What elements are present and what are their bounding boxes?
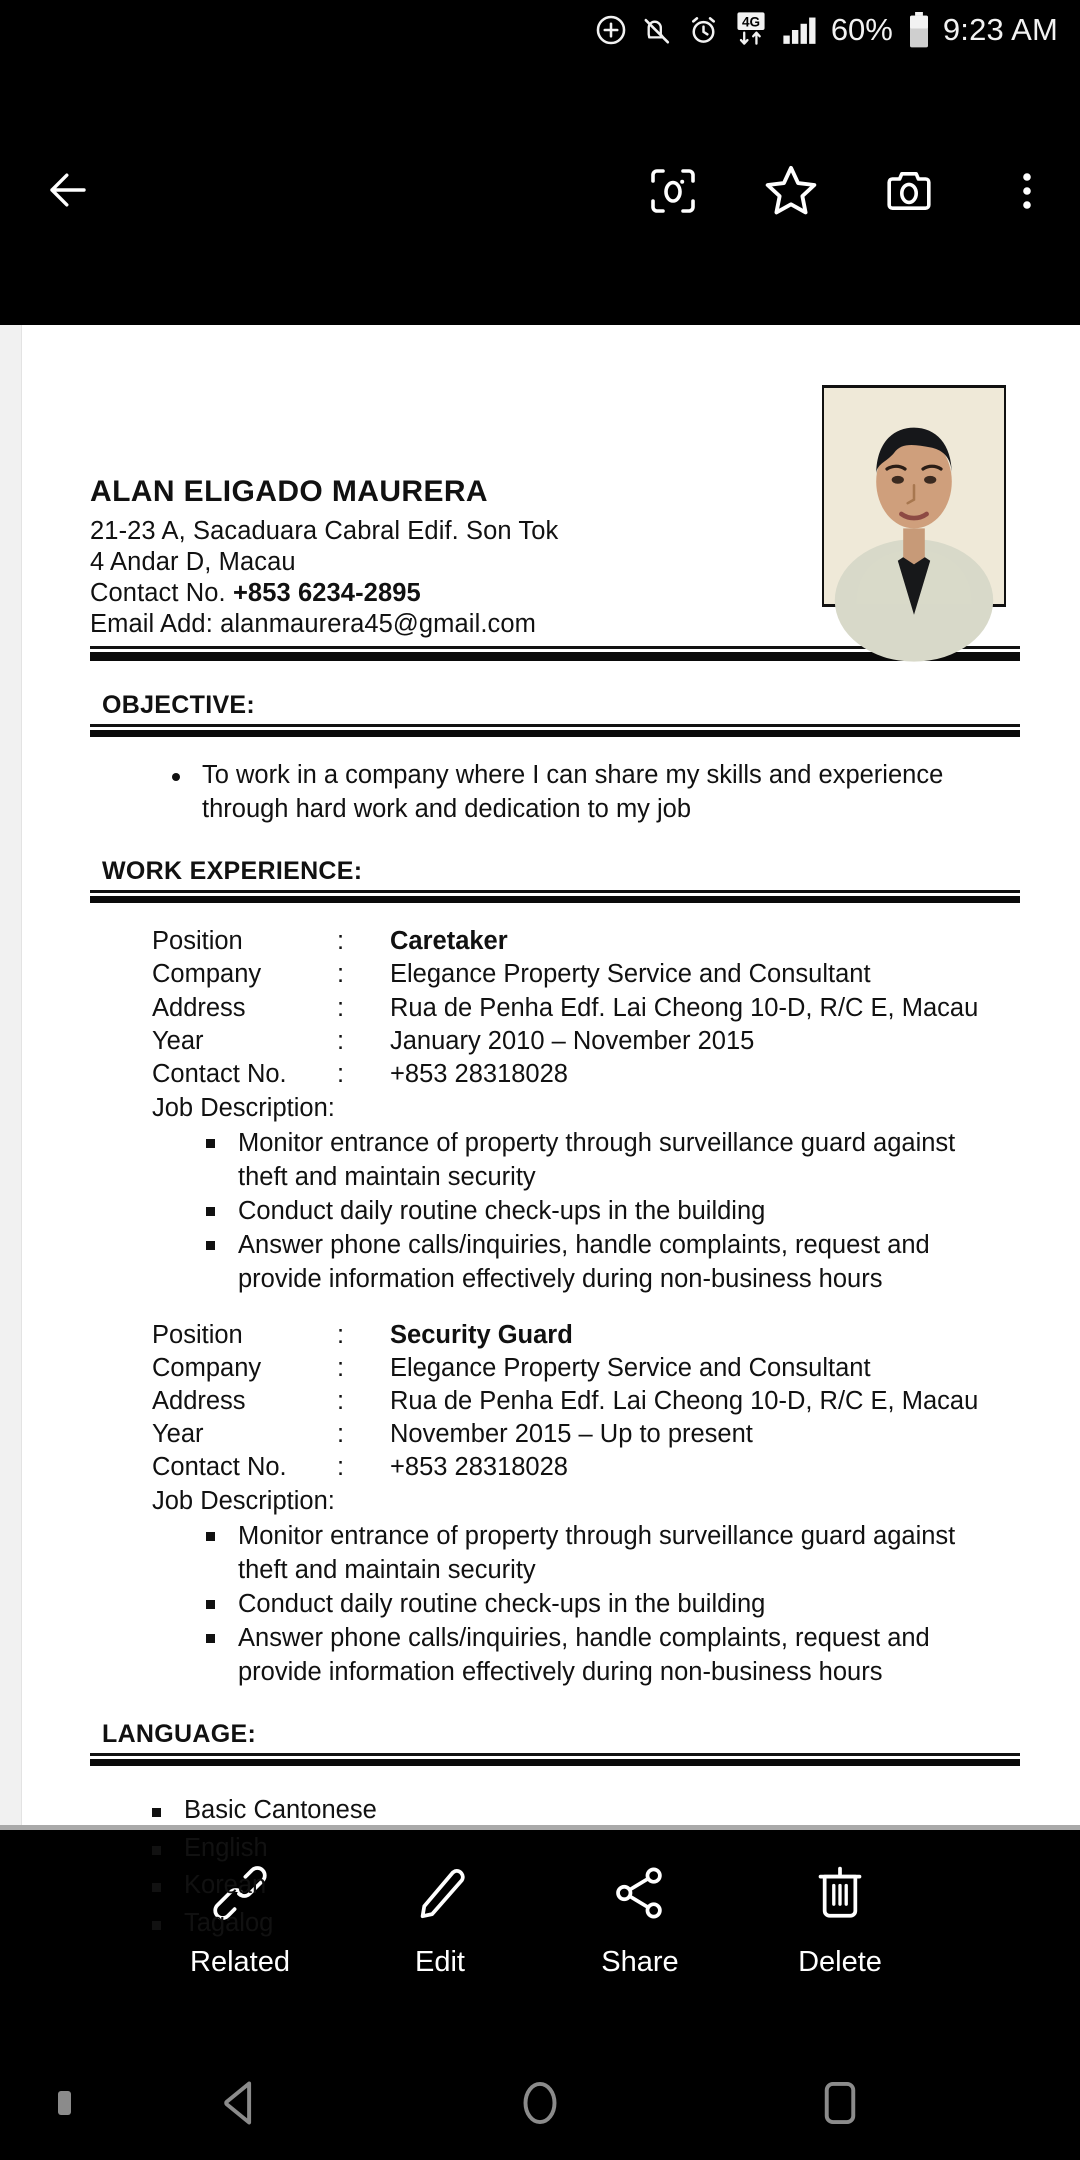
field-colon: : (337, 1026, 345, 1055)
address-line-2: 4 Andar D, Macau (90, 548, 296, 577)
action-label: Delete (798, 1946, 882, 1978)
section-work-experience (90, 857, 1020, 903)
field-colon: : (337, 1059, 345, 1088)
objective-list (160, 759, 1020, 827)
field-value: January 2010 – November 2015 (390, 1026, 755, 1055)
svg-text:4G: 4G (741, 14, 760, 30)
nav-back-icon[interactable] (185, 2063, 295, 2143)
field-value: Elegance Property Service and Consultant (390, 960, 871, 989)
job-duty-list (196, 1127, 1020, 1297)
section-title-language: LANGUAGE: (102, 1720, 257, 1748)
star-favorite-icon[interactable] (752, 152, 830, 230)
job-field-position (152, 1319, 1020, 1352)
field-colon: : (337, 1420, 345, 1449)
document-viewer[interactable] (0, 325, 1080, 1938)
list-item: Basic Cantonese (142, 1792, 1020, 1830)
job-field-address (152, 1385, 1020, 1418)
section-title-objective: OBJECTIVE: (102, 691, 256, 720)
field-value: +853 28318028 (390, 1059, 568, 1088)
avatar (822, 385, 1006, 607)
field-colon: : (337, 1320, 345, 1349)
toolbar-actions (634, 152, 1066, 230)
field-colon: : (337, 1453, 345, 1482)
field-value: November 2015 – Up to present (390, 1420, 753, 1449)
field-value: Security Guard (390, 1320, 573, 1349)
list-item: Tagalog (142, 1905, 1020, 1943)
alarm-clock-icon (687, 14, 720, 47)
more-options-icon[interactable] (988, 152, 1066, 230)
section-rule-thin (90, 724, 1020, 727)
job-field-position (152, 925, 1020, 958)
section-rule-thick (90, 896, 1020, 903)
field-value: Rua de Penha Edf. Lai Cheong 10-D, R/C E, Macau (390, 1386, 979, 1415)
field-label: Year (152, 1026, 204, 1055)
field-colon: : (337, 927, 345, 956)
job-field-year (152, 1418, 1020, 1451)
list-item: To work in a company where I can share my skills and experience through hard work and dedication to my job (160, 759, 960, 827)
section-language (90, 1720, 1020, 1766)
address-line-1: 21-23 A, Sacaduara Cabral Edif. Son Tok (90, 517, 559, 545)
job-field-address (152, 992, 1020, 1025)
4g-data-icon (733, 11, 769, 49)
field-label: Position (152, 1320, 243, 1349)
language-list (142, 1792, 1020, 1943)
page-margin-strip (0, 325, 22, 1830)
job-field-company (152, 958, 1020, 991)
clock-label: 9:23 AM (942, 12, 1058, 47)
job-duty-list (196, 1520, 1020, 1690)
nav-buttons (0, 2063, 1080, 2143)
signal-bars-icon (782, 14, 818, 46)
field-colon: : (337, 1386, 345, 1415)
list-item: Answer phone calls/inquiries, handle complaints, request and provide information effectively during non-business hours (196, 1622, 986, 1690)
list-item: Korean (142, 1867, 1020, 1905)
section-title-work-experience: WORK EXPERIENCE: (102, 857, 363, 886)
list-item: Conduct daily routine check-ups in the building (196, 1588, 986, 1622)
field-value: Elegance Property Service and Consultant (390, 1353, 871, 1382)
field-colon: : (337, 993, 345, 1022)
field-label: Contact No. (152, 1453, 287, 1482)
list-item: Monitor entrance of property through surveillance guard against theft and maintain security (196, 1520, 986, 1588)
job-field-year (152, 1025, 1020, 1058)
app-toolbar (0, 60, 1080, 325)
list-item: English (142, 1830, 1020, 1868)
job-description-label: Job Description: (152, 1487, 335, 1516)
list-item: Answer phone calls/inquiries, handle complaints, request and provide information effectively during non-business hours (196, 1229, 986, 1297)
field-label: Year (152, 1420, 204, 1449)
add-circle-icon (594, 13, 628, 47)
field-label: Address (152, 993, 246, 1022)
keyboard-indicator-icon (58, 2091, 71, 2115)
battery-icon (908, 12, 930, 48)
lens-scan-icon[interactable] (634, 152, 712, 230)
field-label: Contact No. (152, 1059, 287, 1088)
field-label: Company (152, 960, 262, 989)
contact-label: Contact No. (90, 579, 233, 608)
resume-header (90, 475, 1020, 640)
field-value: +853 28318028 (390, 1453, 568, 1482)
nav-recents-icon[interactable] (785, 2063, 895, 2143)
job-field-contact (152, 1451, 1020, 1484)
list-item: Conduct daily routine check-ups in the building (196, 1195, 986, 1229)
section-rule-thick (90, 730, 1020, 737)
page-title: ALAN ELIGADO MAURERA (90, 475, 488, 508)
camera-icon[interactable] (870, 152, 948, 230)
status-bar (0, 0, 1080, 60)
field-value: Caretaker (390, 927, 508, 956)
section-rule-thin (90, 1753, 1020, 1756)
battery-percent-label: 60% (830, 12, 893, 47)
job-description-label: Job Description: (152, 1093, 335, 1122)
list-item: Monitor entrance of property through surveillance guard against theft and maintain security (196, 1127, 986, 1195)
back-arrow-icon[interactable] (32, 152, 108, 228)
resume-page (22, 325, 1080, 1938)
email-line: Email Add: alanmaurera45@gmail.com (90, 610, 536, 639)
android-nav-bar (0, 2045, 1080, 2160)
page-bottom-edge (0, 1825, 1080, 1830)
field-value: Rua de Penha Edf. Lai Cheong 10-D, R/C E, Macau (390, 993, 979, 1022)
field-colon: : (337, 1353, 345, 1382)
field-label: Company (152, 1353, 262, 1382)
mute-bell-icon (641, 14, 674, 47)
action-label: Edit (415, 1946, 465, 1978)
field-label: Address (152, 1386, 246, 1415)
section-rule-thick (90, 1759, 1020, 1766)
section-objective (90, 691, 1020, 737)
nav-home-icon[interactable] (485, 2063, 595, 2143)
field-label: Position (152, 927, 243, 956)
contact-value: +853 6234-2895 (232, 579, 421, 608)
section-rule-thin (90, 890, 1020, 893)
action-label: Share (601, 1946, 679, 1978)
job-field-company (152, 1352, 1020, 1385)
job-entry (152, 925, 1020, 1296)
job-entry (152, 1319, 1020, 1690)
action-label: Related (190, 1946, 290, 1978)
job-field-contact (152, 1058, 1020, 1091)
field-colon: : (337, 960, 345, 989)
